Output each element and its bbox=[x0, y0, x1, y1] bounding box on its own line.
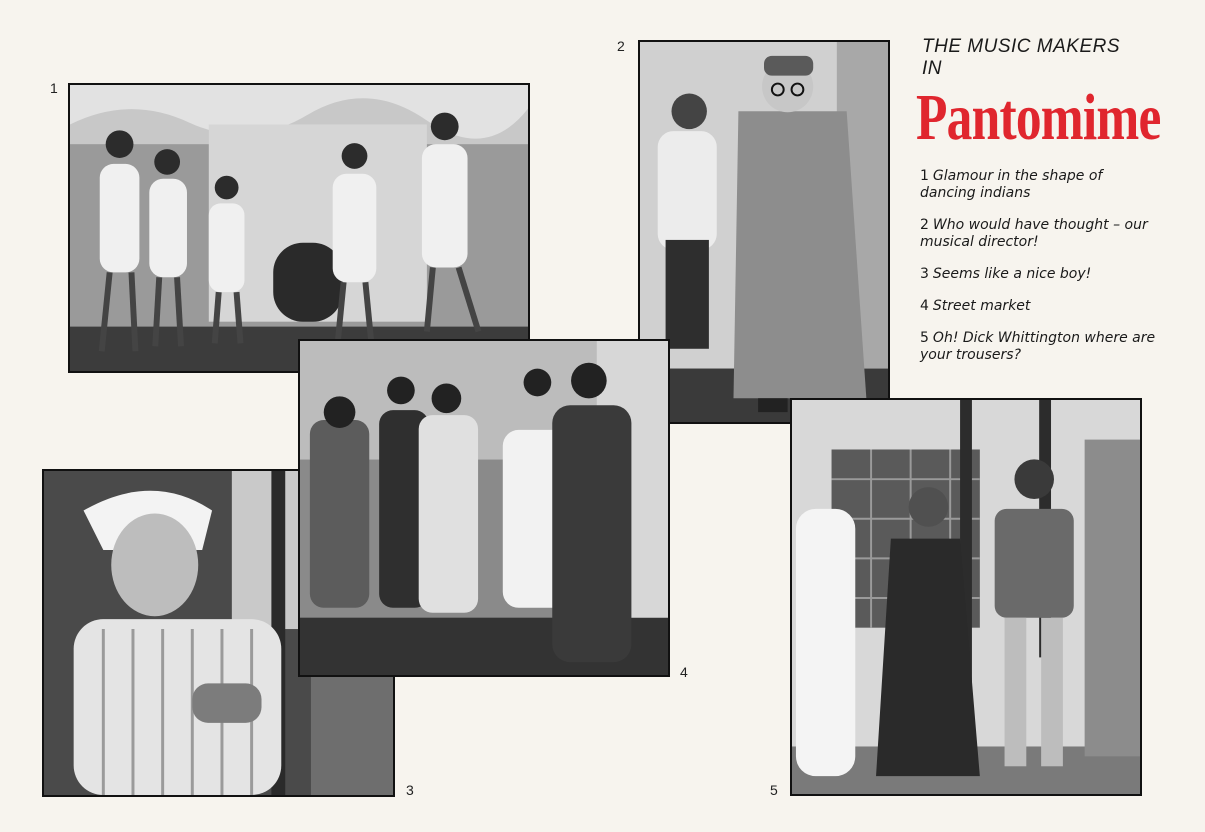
heading bbox=[922, 36, 1120, 80]
caption-4 bbox=[920, 298, 1160, 315]
caption-text: Seems like a nice boy! bbox=[932, 266, 1092, 282]
caption-text: Who would have thought – our musical director! bbox=[920, 217, 1148, 250]
caption-text: Glamour in the shape of dancing indians bbox=[920, 168, 1103, 201]
photo-dancing-indians-icon bbox=[70, 85, 528, 371]
caption-number: 4 bbox=[920, 298, 929, 314]
caption-text: Oh! Dick Whittington where are your trousers? bbox=[920, 330, 1156, 363]
caption-number: 3 bbox=[920, 266, 929, 282]
caption-number: 2 bbox=[920, 217, 929, 233]
caption-3 bbox=[920, 266, 1160, 283]
caption-number: 5 bbox=[920, 330, 929, 346]
photo-2 bbox=[638, 40, 890, 424]
page-title: Pantomime bbox=[916, 81, 1161, 154]
heading-line-1: THE MUSIC MAKERS bbox=[922, 36, 1121, 57]
photo-1 bbox=[68, 83, 530, 373]
caption-number: 1 bbox=[920, 168, 929, 184]
photo-number-2: 2 bbox=[617, 38, 625, 54]
caption-5 bbox=[920, 330, 1160, 364]
caption-text: Street market bbox=[932, 298, 1031, 314]
photo-number-3: 3 bbox=[406, 782, 414, 798]
photo-musical-director-icon bbox=[640, 42, 888, 422]
photo-4 bbox=[298, 339, 670, 677]
photo-dick-whittington-icon bbox=[792, 400, 1140, 794]
captions-list bbox=[920, 168, 1160, 379]
photo-number-5: 5 bbox=[770, 782, 778, 798]
photo-street-market-icon bbox=[300, 341, 668, 675]
caption-1 bbox=[920, 168, 1160, 202]
heading-line-2: IN bbox=[922, 58, 942, 79]
photo-number-1: 1 bbox=[50, 80, 58, 96]
photo-5 bbox=[790, 398, 1142, 796]
caption-2 bbox=[920, 217, 1160, 251]
photo-number-4: 4 bbox=[680, 664, 688, 680]
